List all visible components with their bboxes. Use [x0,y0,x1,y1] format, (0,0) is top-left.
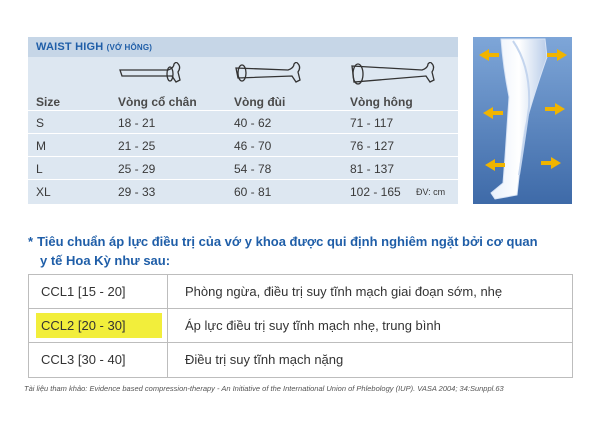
hip-cell: 71 - 117 [350,116,394,130]
thigh-cell: 60 - 81 [234,185,272,199]
row-divider [28,133,458,134]
ccl-label: CCL1 [15 - 20] [41,284,126,299]
reference-text: Tài liệu tham khảo: Evidence based compression-therapy - An Initiative of the International Union of Phlebology (IUP). VASA 2004; 34:Sunppl.63 [24,384,504,393]
col-header-ankle: Vòng cổ chân [118,95,197,109]
ccl-row [29,309,572,343]
thigh-cell: 54 - 78 [234,162,272,176]
stocking-illustration [473,37,572,204]
ccl-label: CCL2 [20 - 30] [41,318,126,333]
leg-hip-measure-icon [350,62,438,90]
note-line-2: y tế Hoa Kỳ như sau: [40,253,171,268]
ccl-row [29,275,572,309]
thigh-cell: 40 - 62 [234,116,272,130]
hip-cell: 81 - 137 [350,162,395,176]
stocking-photo [473,37,572,204]
size-cell: L [36,162,43,176]
note-line-1: * Tiêu chuẩn áp lực điều trị của vớ y khoa được qui định nghiêm ngặt bởi cơ quan [28,234,538,249]
ccl-label: CCL3 [30 - 40] [41,352,126,367]
ankle-cell: 21 - 25 [118,139,156,153]
ccl-desc: Phòng ngừa, điều trị suy tĩnh mạch giai đoạn sớm, nhẹ [185,284,503,299]
col-header-size: Size [36,95,61,109]
col-header-hip: Vòng hông [350,95,413,109]
size-cell: XL [36,185,51,199]
ankle-cell: 18 - 21 [118,116,156,130]
ankle-cell: 29 - 33 [118,185,156,199]
ccl-desc: Áp lực điều trị suy tĩnh mạch nhẹ, trung bình [185,318,441,333]
ankle-cell: 25 - 29 [118,162,156,176]
size-chart-title: WAIST HIGH (VỚ HÔNG) [36,41,153,53]
size-cell: S [36,116,45,130]
thigh-cell: 46 - 70 [234,139,272,153]
unit-note: ĐV: cm [416,187,446,197]
ccl-table [28,274,573,378]
leg-ankle-measure-icon [118,62,186,88]
leg-thigh-measure-icon [234,62,304,88]
row-divider [28,110,458,111]
row-divider [28,179,458,180]
col-header-thigh: Vòng đùi [234,95,286,109]
row-divider [28,156,458,157]
size-chart-header [28,37,458,57]
ccl-column-divider [167,275,168,377]
hip-cell: 76 - 127 [350,139,395,153]
ccl-row [29,343,572,377]
ccl-desc: Điều trị suy tĩnh mạch nặng [185,352,344,367]
hip-cell: 102 - 165 [350,185,401,199]
size-cell: M [36,139,46,153]
